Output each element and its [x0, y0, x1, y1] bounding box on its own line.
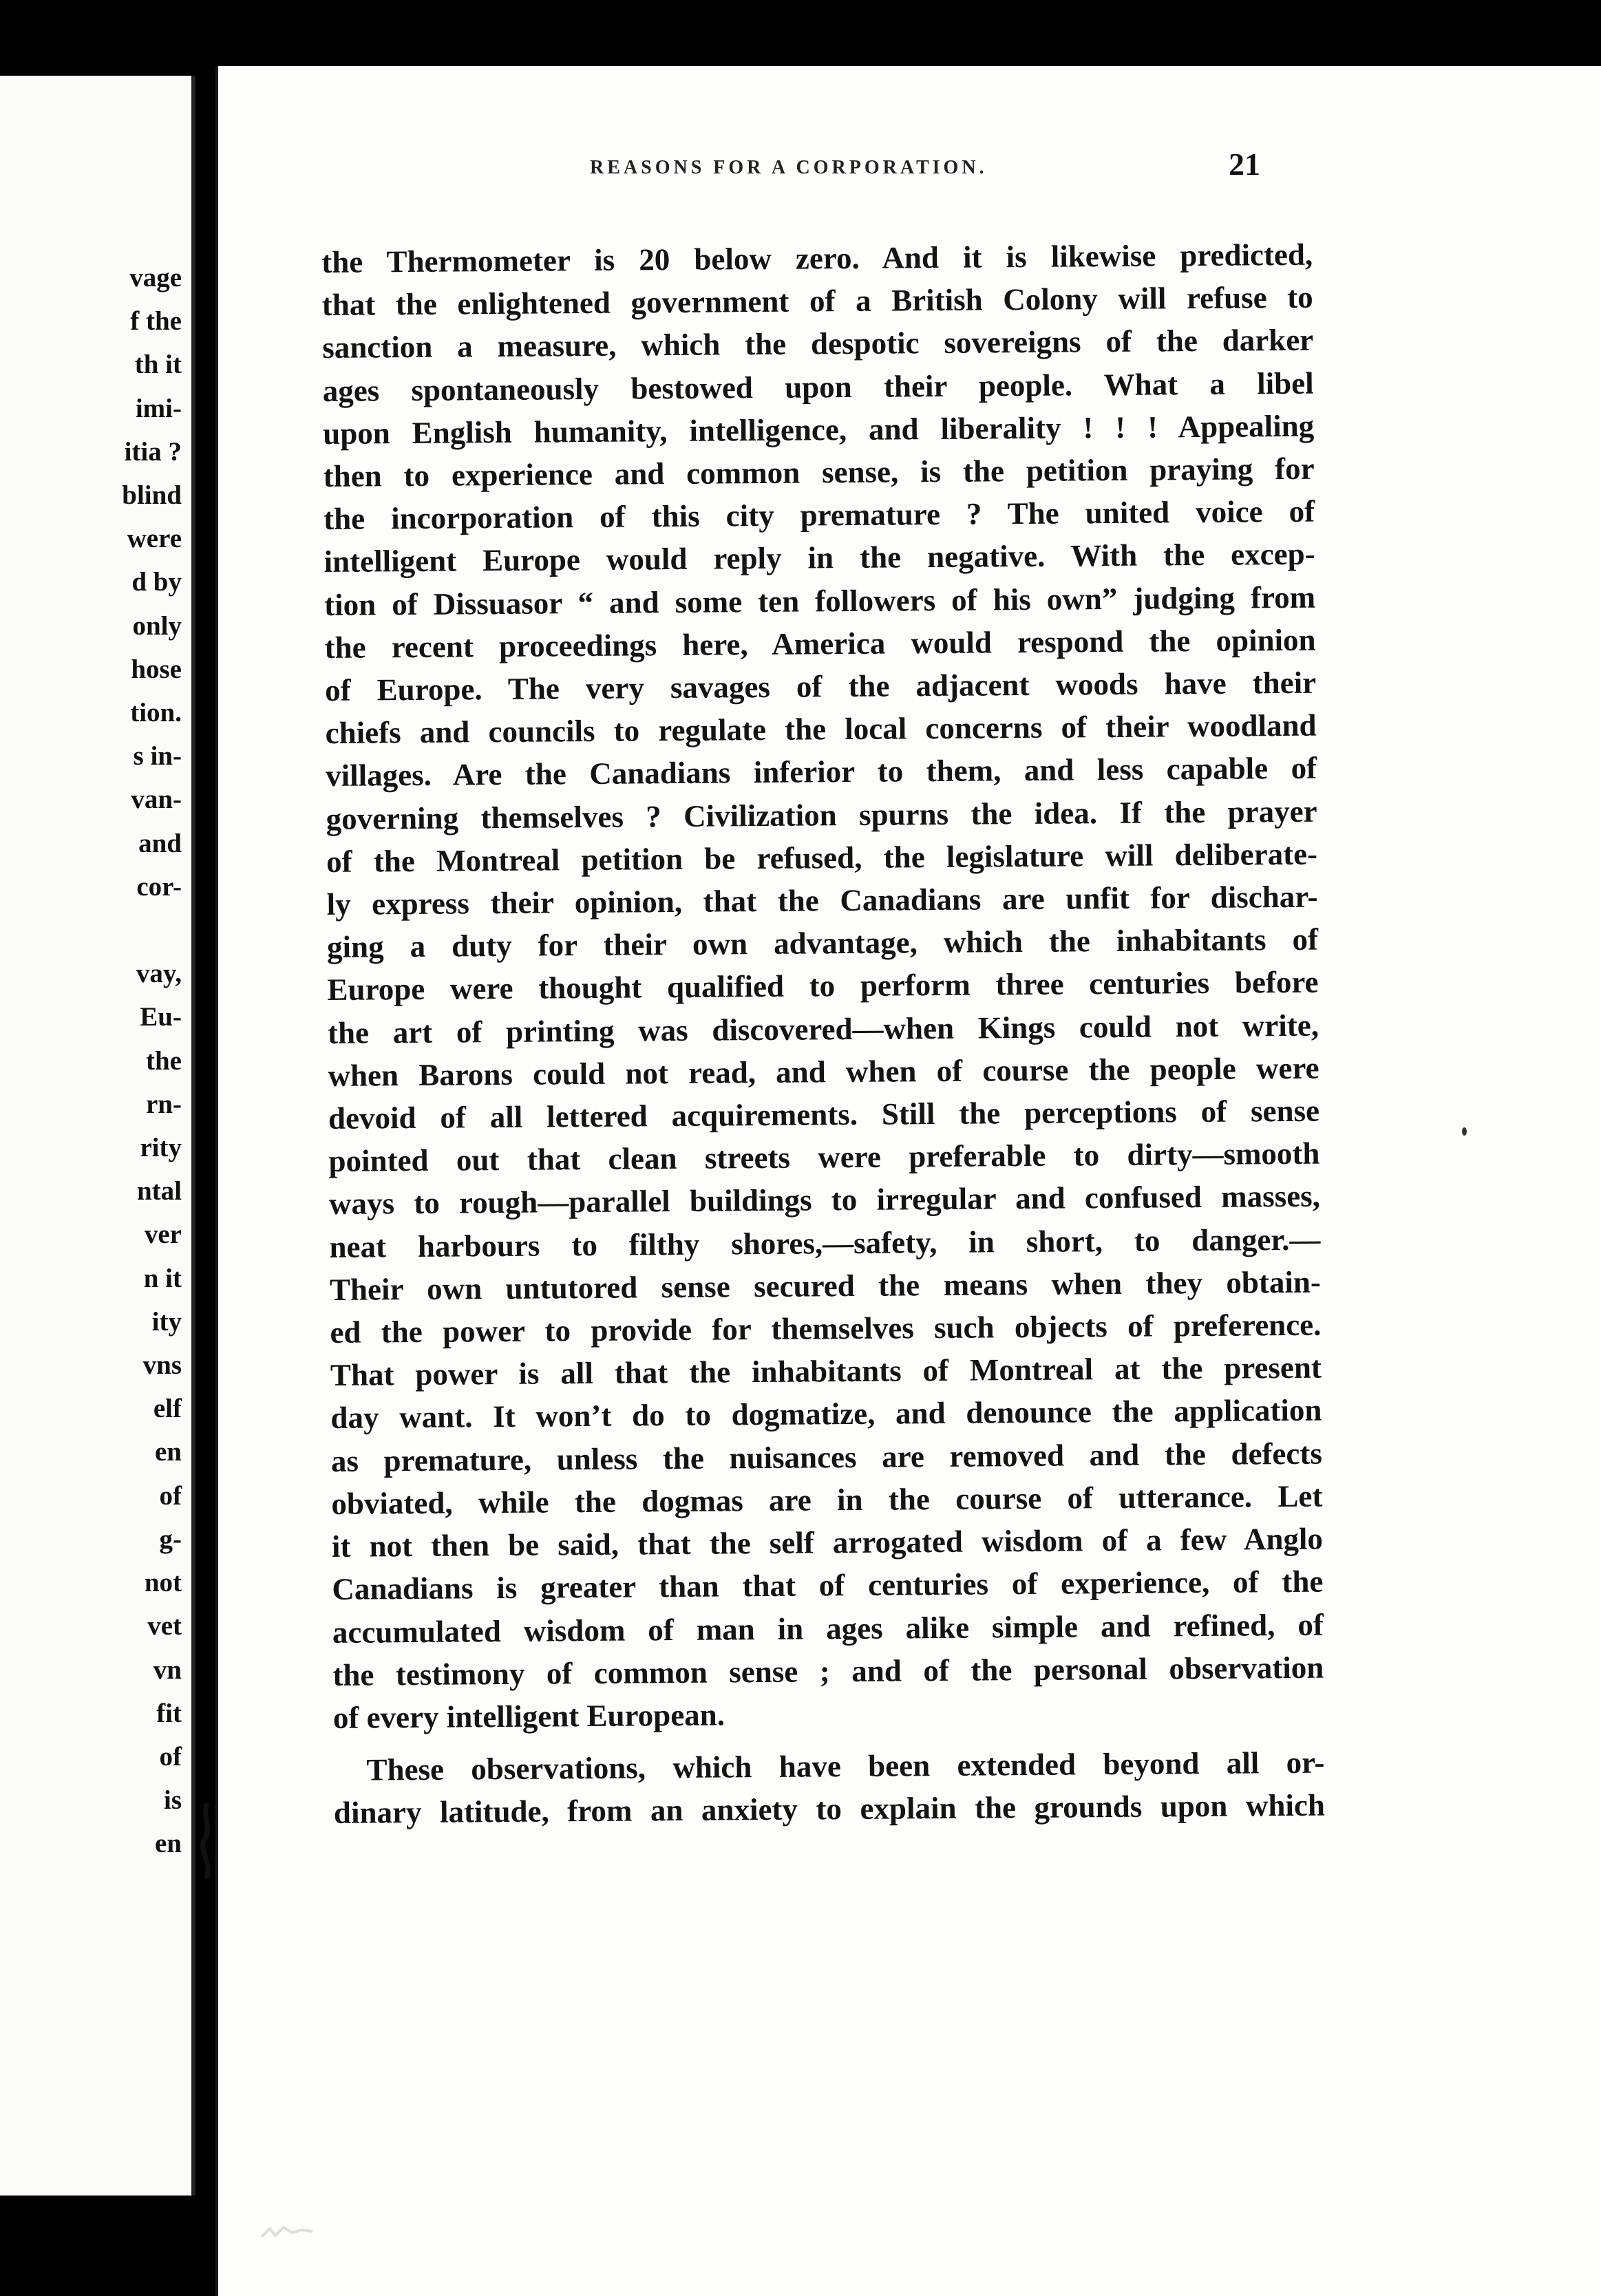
- ink-speck: [1462, 1127, 1467, 1136]
- left-fragment-line: vn: [153, 1655, 182, 1685]
- left-fragment-line: g-: [159, 1524, 182, 1554]
- body-line: chiefs and councils to regulate the local concerns of their woodland: [325, 708, 1317, 751]
- left-fragment-line: vns: [142, 1350, 182, 1381]
- body-line: neat harbours to filthy shores,—safety, in short, to danger.—: [329, 1222, 1321, 1264]
- left-fragment-line: rity: [140, 1133, 182, 1163]
- body-line: villages. Are the Canadians inferior to them, and less capable of: [325, 751, 1317, 794]
- left-fragment-line: vet: [147, 1611, 182, 1641]
- left-fragment-line: cor-: [136, 871, 182, 902]
- bottom-ink-mark: [260, 2223, 343, 2241]
- left-fragment-line: rn-: [146, 1089, 182, 1119]
- binding-tear-mark: [200, 1803, 215, 1879]
- body-line: the art of printing was discovered—when Kings could not write,: [327, 1008, 1319, 1050]
- body-line: dinary latitude, from an anxiety to explain the grounds upon which: [333, 1787, 1326, 1831]
- body-line: intelligent Europe would reply in the negative. With the excep-: [324, 537, 1315, 580]
- left-fragment-line: d by: [131, 567, 182, 597]
- body-line: of Europe. The very savages of the adjacent woods have their: [324, 665, 1317, 708]
- left-page-text-fragments: [122, 256, 182, 1866]
- left-fragment-line: imi-: [135, 393, 182, 423]
- left-fragment-line: is: [163, 1785, 182, 1816]
- main-page: [215, 66, 1601, 2296]
- body-line: Their own untutored sense secured the means when they obtain-: [329, 1264, 1322, 1307]
- body-line: ways to rough—parallel buildings to irregular and confused masses,: [328, 1179, 1321, 1222]
- body-line: ed the power to provide for themselves such objects of preference.: [330, 1307, 1322, 1350]
- body-line: the testimony of common sense ; and of the personal observation: [332, 1650, 1324, 1692]
- left-fragment-line: only: [132, 610, 182, 641]
- left-facing-page: [0, 76, 195, 2196]
- left-fragment-line: the: [146, 1045, 182, 1076]
- left-fragment-line: s in-: [133, 741, 182, 772]
- body-line: Canadians is greater than that of centuries of experience, of the: [332, 1564, 1324, 1607]
- left-fragment-line: [122, 908, 182, 952]
- body-line: obviated, while the dogmas are in the course of utterance. Let: [331, 1478, 1323, 1521]
- body-line: that the enlightened government of a British Colony will refuse to: [321, 279, 1313, 323]
- left-fragment-line: Eu-: [140, 1002, 182, 1032]
- left-fragment-line: ity: [151, 1306, 182, 1337]
- body-line: ging a duty for their own advantage, which the inhabitants of: [326, 922, 1319, 965]
- left-fragment-line: vage: [129, 263, 182, 293]
- left-fragment-line: en: [155, 1437, 182, 1467]
- body-line: Europe were thought qualified to perform three centuries before: [327, 965, 1319, 1008]
- body-line: That power is all that the inhabitants of Montreal at the present: [330, 1350, 1322, 1393]
- left-fragment-line: blind: [122, 480, 182, 511]
- left-fragment-line: itia ?: [124, 436, 182, 467]
- left-fragment-line: not: [144, 1568, 182, 1598]
- body-line: ages spontaneously bestowed upon their people. What a libel: [322, 365, 1314, 408]
- left-fragment-line: f the: [130, 306, 182, 337]
- body-line: These observations, which have been extended beyond all or-: [366, 1745, 1325, 1787]
- body-line: the incorporation of this city premature ? The united voice of: [323, 493, 1315, 537]
- body-line: ly express their opinion, that the Canadians are unfit for dischar-: [326, 879, 1318, 922]
- body-line: governing themselves ? Civilization spurns the idea. If the prayer: [326, 794, 1317, 836]
- body-line: then to experience and common sense, is the petition praying for: [323, 451, 1315, 494]
- page-number: 21: [1229, 147, 1260, 182]
- body-line: pointed out that clean streets were preferable to dirty—smooth: [328, 1136, 1320, 1179]
- body-line: day want. It won’t do to dogmatize, and denounce the application: [330, 1393, 1322, 1436]
- body-line: sanction a measure, which the despotic sovereigns of the darker: [322, 323, 1314, 365]
- left-fragment-line: and: [138, 828, 182, 858]
- left-fragment-line: tion.: [130, 698, 182, 728]
- body-text: [321, 233, 1325, 1835]
- left-fragment-line: elf: [153, 1394, 182, 1424]
- left-fragment-line: van-: [131, 785, 182, 815]
- body-line: accumulated wisdom of man in ages alike simple and refined, of: [332, 1607, 1324, 1650]
- left-fragment-line: fit: [156, 1698, 182, 1728]
- left-fragment-line: th it: [134, 350, 182, 380]
- body-line: of the Montreal petition be refused, the legislature will deliberate-: [326, 836, 1318, 879]
- body-line: as premature, unless the nuisances are removed and the defects: [330, 1436, 1323, 1478]
- left-fragment-line: ver: [144, 1220, 182, 1250]
- left-fragment-line: n it: [143, 1263, 182, 1293]
- body-line: when Barons could not read, and when of course the people were: [328, 1050, 1319, 1093]
- body-line: the Thermometer is 20 below zero. And it is likewise predicted,: [321, 237, 1313, 279]
- body-line: of every intelligent European.: [332, 1697, 725, 1735]
- left-fragment-line: of: [159, 1741, 182, 1772]
- running-head: REASONS FOR A CORPORATION.: [590, 157, 988, 178]
- left-fragment-line: vay,: [136, 959, 182, 989]
- left-fragment-line: were: [127, 524, 182, 554]
- body-line: the recent proceedings here, America would respond the opinion: [324, 622, 1316, 665]
- body-line: it not then be said, that the self arrogated wisdom of a few Anglo: [331, 1521, 1324, 1564]
- body-line: tion of Dissuasor “ and some ten followers of his own” judging from: [324, 580, 1316, 622]
- left-fragment-line: of: [159, 1480, 182, 1511]
- body-line: devoid of all lettered acquirements. Still the perceptions of sense: [328, 1093, 1320, 1136]
- left-fragment-line: hose: [131, 654, 182, 684]
- body-line: upon English humanity, intelligence, and liberality ! ! ! Appealing: [323, 408, 1315, 451]
- left-fragment-line: en: [155, 1829, 182, 1859]
- left-fragment-line: ntal: [136, 1176, 182, 1207]
